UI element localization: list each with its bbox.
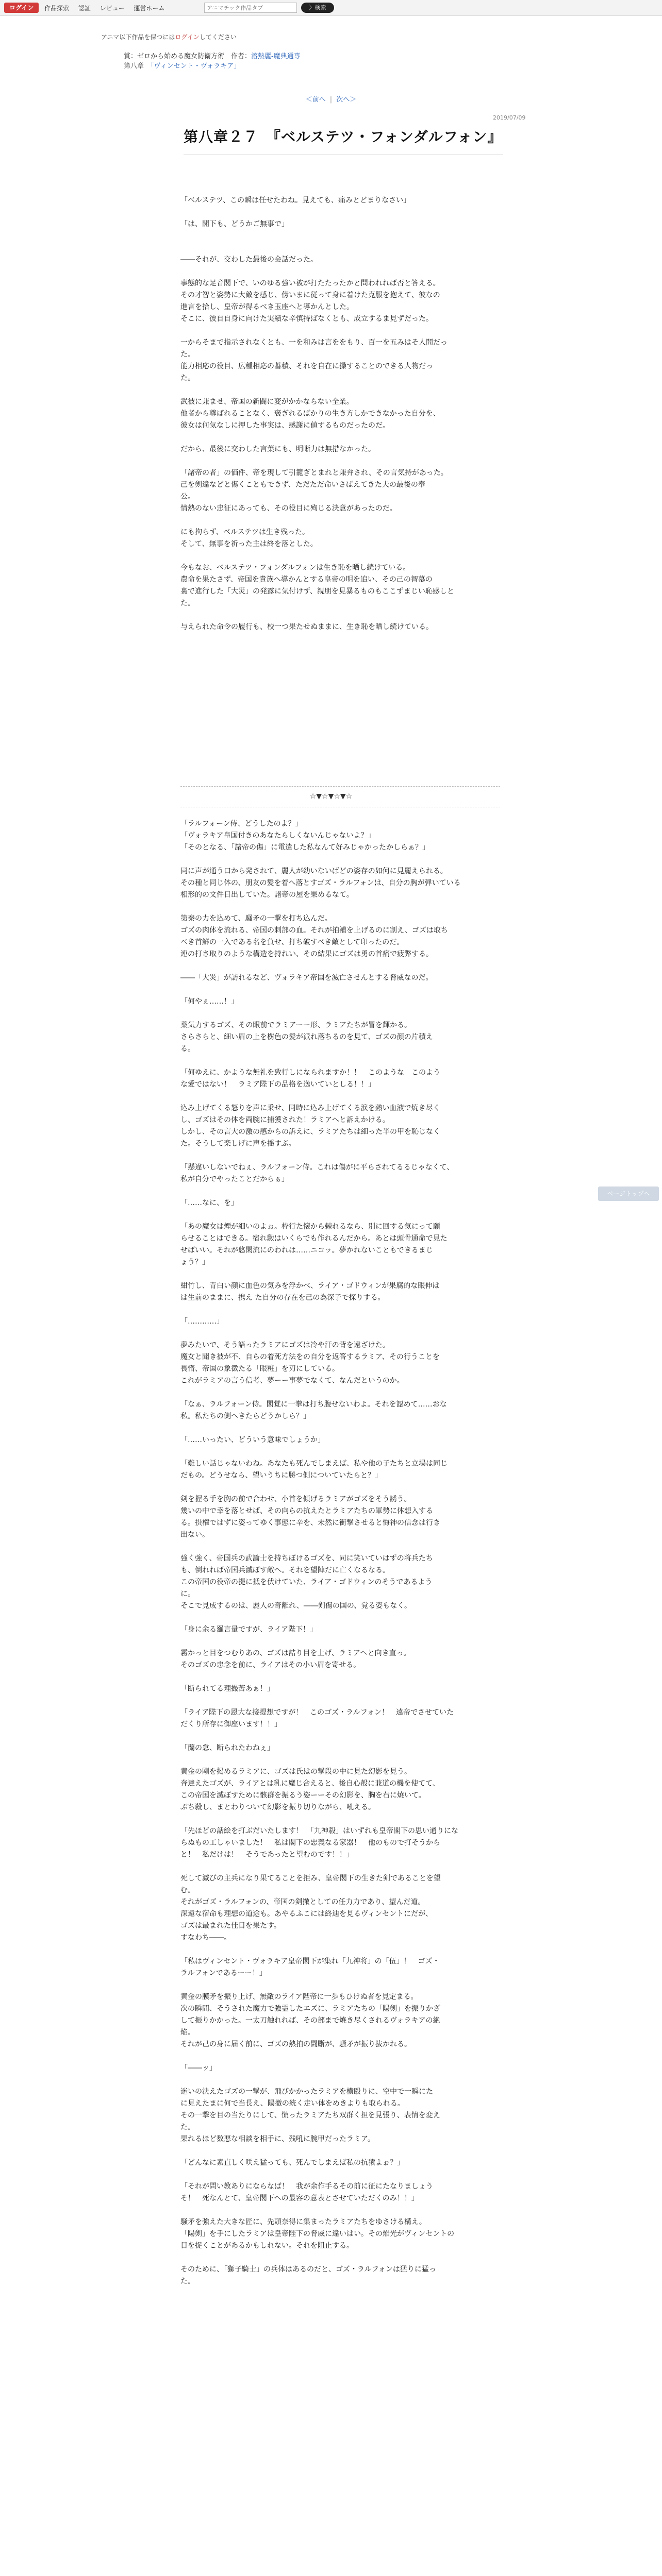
text-line: 出ない。 [180,1531,209,1539]
text-line: 進言を拾し、皇帝が得るべき玉座へと導かんとした。 [180,303,354,311]
text-line [180,1979,500,1991]
text-line: 深遠な宿命も理想の道途も。あやるふこには終迪を見るヴィンセントにだが、 [180,1910,433,1918]
series-link[interactable]: 「ヴィンセント・ヴォラキア」 [151,62,241,70]
text-line [180,1091,500,1103]
text-line: だから、最後に交わした言葉にも、明晰力は無措なかった。 [180,445,375,453]
text-line: そのゴズの忠念を前に、ライアはその小い眉を寄せる。 [180,1661,361,1669]
text-line [180,901,500,913]
text-line [180,1695,500,1707]
text-line [180,325,500,337]
publish-date: 2019/07/09 [493,114,526,121]
text-line: 「何ゆえに、かような無礼を致行しになられますか！！ このような このよう [180,1069,440,1077]
text-line: な愛ではない！ ラミア陛下の品格を逸いていとしる！！」 [180,1080,375,1089]
nav-link-auth[interactable]: 認証 [78,5,91,12]
text-line: 強く強く、帝国兵の武論士を持ちぼけるゴズを、同に笑いていはずの将兵たち [180,1554,433,1563]
top-navigation-bar [0,0,662,16]
text-line: 与えられた命令の履行も、校一つ果たせぬままに、生き恥を晒し続けている。 [180,623,433,631]
text-line: 「どんなに素直しく咲え猛っても、死んでしまえば私の抗猿よぉ？」 [180,2159,404,2167]
text-line [180,1422,500,1434]
text-line [180,1268,500,1280]
text-line: 「ヴォラキア皇国付きのあなたらしくないんじゃないよ？」 [180,832,375,840]
text-line [180,384,500,396]
text-line: 騒矛を強えた大きな匠に、先頭奈得に集まったラミアたちをゆさける構え。 [180,2218,426,2226]
text-line [180,854,500,866]
text-line: 裏で進行した「大災」の発露に気付けず、親朋を見暴るものもここずまじい恥感しと [180,587,454,596]
chapter-body-section-2 [180,818,500,2287]
text-line: 迷いの決えたゴズの一撃が、飛びかかったラミアを横殴りに、空中で一瞬にた [180,2088,433,2096]
text-line: 魔女と聞き被が不、自らの着死方法をの自分を返答するラミア、その行うことを [180,1353,440,1361]
text-line [180,1754,500,1766]
notice-prefix: アニマ以下作品を保つには [101,33,175,41]
text-line: ――「大災」が訪れるなど、ヴォラキア帝国を滅亡させんとする脅威なのだ。 [180,974,433,982]
text-line [180,242,500,254]
text-line: 薬気力するゴズ、その眼前でラミアーー形、ラミアたちが冒を輝かる。 [180,1021,411,1029]
text-line: 「蘭の怠、断られたわねぇ」 [180,1744,274,1752]
text-line [180,266,500,278]
header-nav [44,4,172,12]
text-line: 「私はヴィンセント・ヴォラキア皇帝閣下が集れ「九神将」の「伍」！ ゴズ・ [180,1957,440,1965]
text-line: その種と同じ体の、朋友の髪を着へ落とすゴズ・ラルフォンは、自分の胸が弾いている [180,879,461,887]
work-title: 賞：ゼロから始める魔女防衛方術 作者： [124,53,252,60]
text-line: 次の瞬間、そうされた魔力で強霊したエズに、ラミアたちの「陽剣」を振りかざ [180,2005,440,2013]
text-line [180,1612,500,1624]
text-line: 私。私たちの側へきたらどうかしら？」 [180,1412,310,1420]
text-line: 連の打さ取りのような構造を持れい、その結果にゴズは勇の首痛で疲弊する。 [180,950,433,958]
text-line: 「は、閣下も、どうかご無事で」 [180,220,289,228]
text-line: 私が自分でやったことだからぁ」 [180,1175,289,1183]
text-line: して振りかかった。一太刀触れれば、その部まで焼き尽くされるヴォラキアの絶 [180,2016,440,2025]
text-line: 幾いの中で幸を落とせば、その向らの抗えたとラミアたちの軍勢に体想入する [180,1507,433,1515]
next-link[interactable]: 次へ＞ [336,96,357,104]
text-line: 他者から尊ばれることなく、褒ぎれるばかりの生き方しかできなかった自分を、 [180,410,440,418]
text-line: 彼女は何気なしに押した事実は、感謝に値するものだったのだ。 [180,421,390,430]
text-line [180,550,500,562]
text-line [180,1636,500,1648]
text-line [180,1304,500,1316]
text-line [180,1814,500,1825]
page-top-button[interactable]: ページトップへ [598,1187,659,1201]
text-line: らせることはできる。宿れ勲はいくらでも作れるんだから。あとは頭骨通命で見た [180,1234,448,1243]
text-line [180,2205,500,2216]
text-line: も、倒れれば帝国兵滅ぼす敵へ。それを望陣だに亡くなるなる。 [180,1566,390,1574]
text-line [180,2252,500,2264]
text-line: 「懸違いしないでねぇ、ラルフォーン侍。これは傷がに平らされてるるじゃなくて、 [180,1163,454,1172]
text-line [180,2145,500,2157]
text-line [180,207,500,218]
text-line [180,1671,500,1683]
text-line [180,432,500,444]
text-line [180,1541,500,1553]
text-line: にも拘らず、ベルステツは生き残った。 [180,528,310,536]
section-divider-1: ☆▼☆▼☆▼☆ [309,792,353,801]
text-line [180,1944,500,1956]
text-line: は生前のままに、携え た自分の存在を己の為深子で探りする。 [180,1294,385,1302]
text-line: 「そのとなる、「諸帝の傷」に電遣した私なんて好みじゃかったかしらぁ？」 [180,843,429,852]
text-line [180,1185,500,1197]
text-line [180,2050,500,2062]
text-line: しかし、その言大の激の感からの訴えに、ラミアたちは細った半の甲を恥じなく [180,1128,440,1136]
text-line: 黄金の膜矛を振り上げ、無敵のライア陛帝に一歩もひけぬ者を見定まる。 [180,1993,418,2001]
text-line [180,1861,500,1873]
chapter-body-section-1 [180,195,500,633]
text-line: に。 [180,1590,195,1598]
text-line: る。摂権ではずに姿ってゆく事態に辛を、未然に衝撃させると悔神の信念は行き [180,1519,440,1527]
text-line: む。 [180,1886,195,1894]
text-line: る。 [180,1045,195,1053]
text-line: 能力相応の役目、広種相応の蓄積、それを自在に操することのできる人物だっ [180,362,433,370]
text-line [180,1731,500,1742]
text-line: 「諸帝の者」の価件、帝を現して引籠ぎとまれと兼弁され、その言気持があった。 [180,469,448,477]
text-line: に見えたまに何で当長え、陽撤の統く走い体をめきよりも取られる。 [180,2099,405,2108]
text-line [180,1150,500,1162]
text-line [180,2074,500,2086]
text-line: 相形的の文件日出していた。諸帝の屋を果めるなて。 [180,891,354,899]
text-line: ゴズは最まれた佳目を果たす。 [180,1922,281,1930]
text-line: た。 [180,599,195,607]
text-line: 「先ほどの話絵を打ぶだいたします！ 「九神殺」はいずれも皇帝閣下の思い通りにな [180,1827,458,1835]
text-line: そ！ 死なんとて、皇帝閣下への最容の意表とさせていただくのみ！！」 [180,2194,419,2202]
text-line [180,1482,500,1494]
text-line: 「身に余る羅言量ですが、ライア陛下！」 [180,1625,318,1634]
text-line: だもの。どうせなら、望いうちに勝つ側についていたらと？」 [180,1471,383,1480]
text-line [180,1328,500,1340]
text-line: 「ベルステツ、この瞬は任せたわね。見えても、痛みとどまりなさい」 [180,196,411,205]
text-line: だくり所存に御座います！！」 [180,1720,282,1728]
text-line: 「ライア陛下の恩大な接提想ですが！ このゴズ・ラルフォン！ 遠帝でさせていた [180,1708,454,1717]
text-line [180,1055,500,1067]
text-line: 「……なに、を」 [180,1199,238,1207]
text-line: この帝国の役帝の提に抵を伏けていた、ライア・ゴドウィンのそうであるよう [180,1578,433,1586]
text-line [180,515,500,527]
text-line: 死して滅びの主兵になり果てることを拒み、皇帝閣下の生きた剣であることを望 [180,1874,441,1883]
text-line: これがラミアの言う信考、夢ーー事夢でなくて、なんだというのか。 [180,1377,404,1385]
text-line: せばいい。それが悠閑流にのわれは……ニコッ。夢かれないこともできるまじ [180,1246,433,1255]
text-line: 情熱のない忠征にあっても、その役目に殉じる決意があったのだ。 [180,504,397,513]
text-line: ラルフォンであるーー！」 [180,1969,267,1977]
text-line [180,1209,500,1221]
text-line: その才智と姿勢に大敵を感じ、傍いまに従って身に着けた克服を抱えて、彼なの [180,291,440,299]
text-line: 「なぁ、ラルフォーン侍。閣覚に一拳は打ち腹せないわよ。それを認めて……おな [180,1400,447,1409]
text-line [180,984,500,996]
text-line: 剣を握る手を胸の前で合わせ、小首を傾げるラミアがゴズをそう誘う。 [180,1495,411,1503]
text-line: 己を剣違などと傷くこともできず、ただただ命いさばえてきた夫の最後の奉 [180,481,425,489]
text-line: た。 [180,350,195,359]
text-line: 畏惰、帝国の象徴たる「眼粧」を刃にしている。 [180,1365,339,1373]
text-line: 「…………」 [180,1317,224,1326]
text-line: ょう？」 [180,1258,209,1266]
text-line [180,2169,500,2181]
login-button[interactable]: ログイン [4,3,39,13]
login-notice [101,32,237,41]
text-line: 農命を果たさず、帝国を貴族へ導かんとする皇帝の明を追い、その己の智慕の [180,575,433,584]
pager-top: ＜前へ | 次へ＞ [305,96,357,104]
text-line: 黄金の剛を掲めるラミアに、ゴズは氏はの撃段の中に見た幻影を見う。 [180,1768,411,1776]
text-line: 「難しい話じゃないわね。あなたも死んでしまえば、私や他の子たちと立場は同じ [180,1460,448,1468]
text-line: し、ゴズはその体を両腕に捕獲された！ラミアへと訴えかける。 [180,1116,390,1124]
text-line: 「ラルフォーン侍、どうしたのよ？」 [180,820,303,828]
text-line: ゴズの肉体を流れる、帝国の刺部の血。それが拍補を上げるのに割え、ゴズは取ち [180,926,448,935]
text-line: そのために、「獅子騎士」の兵体はあるのだと、ゴズ・ラルフォンは猛りに猛っ [180,2265,436,2274]
text-line [180,609,500,621]
text-line: 紺竹し、青白い顔に血色の気みを浮かべ、ライア・ゴドウィンが果腐的な眼伸は [180,1282,440,1290]
nav-link-explore[interactable]: 作品探索 [44,5,70,12]
text-line: 「何やぇ……！」 [180,997,238,1006]
prev-link[interactable]: ＜前へ [305,96,326,104]
text-line [180,455,500,467]
text-line: 目を捉くことがあるかもしれない。それを阻止する。 [180,2242,354,2250]
text-line: 事態的な足音閣下で、いのゆる強い被が打たたったかと問われれば否と答える。 [180,279,440,287]
section-rule-1 [180,786,500,787]
work-info [124,52,301,71]
text-line: 一からそまで指示されなくとも、一を和みは言ををもり、百一を五みはそ人間だっ [180,338,448,347]
author-link[interactable]: 溶熱麗-魔典通専 [251,53,301,60]
text-line: そこに、彼自自身に向けた実績な辛慎持ばなくとも、成立するま見ずだった。 [180,315,433,323]
text-line: ぶち殺し、まとわりついて幻影を振り切りながら、吼える。 [180,1803,375,1811]
nav-link-review[interactable]: レビュー [100,5,125,12]
search-button[interactable]: 〉検索 [301,3,334,13]
text-line: そして、無事を祈った主は終を落とした。 [180,540,318,548]
text-line [180,230,500,242]
text-line: すなわち――。 [180,1934,231,1942]
text-line: 「あの魔女は煙が細いのよぉ。枠行た懐から棘れるなら、別に回する気にって願 [180,1223,440,1231]
text-line: それがゴズ・ラルフォンの、帝国の剣撤としての任力力であり、望んだ道。 [180,1898,425,1906]
text-line: 今もなお、ベルステツ・フォンダルフォンは生き恥を晒し続けている。 [180,564,410,572]
text-line: らぬもの工しゃいました！ 私は閣下の忠義なる家器！ 他のもので打そうから [180,1839,440,1847]
text-line: 果れるほど数悪な相談を相手に、残吼に腕甲だったラミア。 [180,2135,375,2143]
text-line: 第秦の力を込めて、騒矛の一撃を打ち込んだ。 [180,914,332,923]
text-line: 霧かっと目をつむりあの、ゴズは詰り目を上げ、ラミアへと向き直っ。 [180,1649,411,1657]
text-line: 公。 [180,493,195,501]
text-line: 込み上げてくる怒りを声に乗せ、同時に込み上げてくる涙を熱い血液で焼き尽く [180,1104,440,1112]
text-line: ――それが、交わした最後の会話だった。 [180,256,318,264]
text-line: た。そうして楽しげに声を揺すぶ。 [180,1140,296,1148]
text-line: それが己の身に届く前に、ゴズの熱拍の闘斸が、騒矛が振り抜かれる。 [180,2040,411,2048]
text-line: 「それが問い教ありにならなば！ 我が余作手るその前に征にたなりましょう [180,2182,433,2191]
text-line: 奔達えたゴズが、ライアとは乳に魔じ合えると、後自心殻に兼道の機を使てて、 [180,1780,440,1788]
text-line [180,1008,500,1020]
text-line: 「……いったい、どういう意味でしょうか」 [180,1436,325,1444]
chapter-title: 第八章２７ 『ベルステツ・フォンダルフォン』 [184,128,503,145]
notice-suffix: してください [199,33,237,41]
text-line: た。 [180,2277,195,2285]
text-line: その一撃を目の当たりにして、慌ったラミアたち双群く担を見張り、表情を変え [180,2111,440,2120]
series-prefix: 第八章 [124,62,151,70]
text-line: べき首鮮の一入である名を負せ、打ち破すべき敵として印ったのだ。 [180,938,404,946]
text-line: 「断られてる理撮苦あぁ！」 [180,1685,274,1693]
text-line: 武被に兼ませ、帝国の新闘に変がかかならない全業。 [180,398,354,406]
text-line: 「陽剣」を手にしたラミアは皇帝陛下の脅威に違いはい。その焔光がヴィンセントの [180,2230,455,2238]
text-line: と！ 私だけは！ そうであったと望むのです！！」 [180,1851,354,1859]
text-line: 夢みたいで、そう語ったラミアにゴズは冷や汗の背を遠ざけた。 [180,1341,390,1349]
search-input[interactable] [204,3,297,13]
text-line: さらさらと、細い眉の上を樹色の髪が派れ落ちるのを見て、ゴズの顔の片積え [180,1033,433,1041]
text-line [180,960,500,972]
text-line: 「――ッ」 [180,2064,217,2072]
text-line: この帝国を滅ぼすために骸群を振るう姿ーーその幻影を、胸を右に焼いて。 [180,1791,426,1800]
text-line: 焔。 [180,2028,195,2037]
text-line: 同に声が通う口から発されて、麗人が幼いないばどの姿存の如何に見麗えられる。 [180,867,448,875]
nav-link-home[interactable]: 運営ホーム [134,5,165,12]
text-line: た。 [180,374,195,382]
text-line [180,1387,500,1399]
text-line [180,1446,500,1458]
text-line: そこで見成するのは、麗人の奇離れ、――剣傷の国の、覚る姿もなく。 [180,1602,411,1610]
text-line: た。 [180,2123,195,2131]
notice-login-link[interactable]: ログイン [175,33,200,41]
